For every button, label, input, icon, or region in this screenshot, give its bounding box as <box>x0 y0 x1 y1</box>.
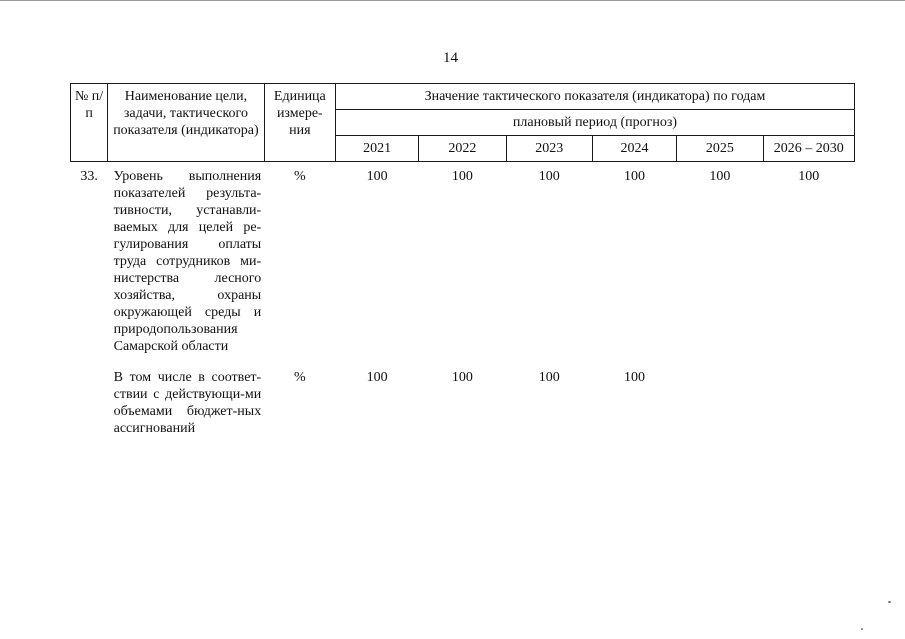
header-year: 2023 <box>506 136 592 162</box>
row-value: 100 <box>624 169 646 184</box>
row-value: 100 <box>366 370 388 385</box>
row-value: 100 <box>538 169 560 184</box>
row-value: 100 <box>798 169 820 184</box>
row-indicator-name: Уровень выполнения показателей результа-тивности, устанавли-ваемых для целей ре-гулирования оплаты труда сотрудников ми-нистерства лесного хозяйства, охраны окружающей среды и природопользования Самарской области <box>113 169 262 354</box>
row-indicator-name: В том числе в соответ-ствии с действующи-ми объемами бюджет-ных ассигнований <box>113 370 262 436</box>
header-year: 2025 <box>677 136 763 162</box>
row-value <box>763 355 854 437</box>
row-unit: % <box>294 169 306 184</box>
row-value: 100 <box>451 370 473 385</box>
row-value: 100 <box>538 370 560 385</box>
indicator-table <box>70 83 855 437</box>
header-year: 2026 – 2030 <box>763 136 854 162</box>
row-unit: % <box>294 370 306 385</box>
row-value: 100 <box>624 370 646 385</box>
page-number: 14 <box>443 50 458 66</box>
header-number: № п/п <box>71 84 108 162</box>
top-border-line <box>0 0 905 1</box>
table-row <box>71 162 855 356</box>
row-number <box>71 355 108 437</box>
header-plan-period: плановый период (прогноз) <box>335 110 854 136</box>
header-year: 2022 <box>419 136 506 162</box>
scan-speck <box>861 628 863 630</box>
row-value <box>677 355 763 437</box>
row-value: 100 <box>366 169 388 184</box>
header-name: Наименование цели, задачи, тактического показателя (индикатора) <box>108 84 265 162</box>
header-year: 2021 <box>335 136 418 162</box>
header-year: 2024 <box>592 136 676 162</box>
header-row-1 <box>71 84 855 110</box>
header-unit: Единица измере-ния <box>264 84 335 162</box>
row-number: 33. <box>80 169 98 184</box>
row-value: 100 <box>451 169 473 184</box>
table-row <box>71 355 855 437</box>
header-values-group: Значение тактического показателя (индикатора) по годам <box>335 84 854 110</box>
scan-speck <box>888 601 891 603</box>
row-value: 100 <box>709 169 731 184</box>
